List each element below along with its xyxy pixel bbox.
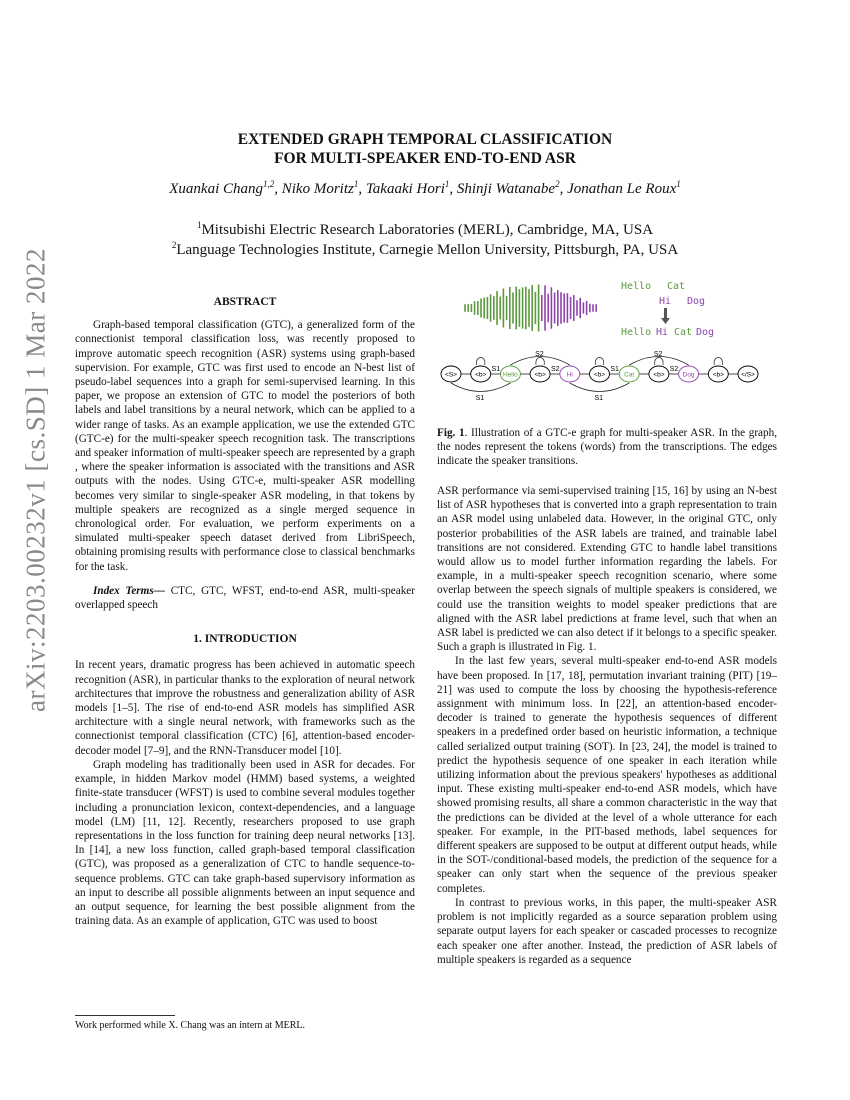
abstract-text: Graph-based temporal classification (GTC), a generalized form of the connectionist temporal classification loss, was recently proposed to improve automatic speech recognition (ASR) systems using graph-based supervision. For example, GTC was first used to encode an N-best list of pseudo-label sequences into a graph for semi-supervised learning. In this paper, we propose an extension of GTC to model the posteriors of both labels and label transitions by a neural network, which can be applied to a wider range of tasks. As an example application, we use the extended GTC (GTC-e) for the multi-speaker speech recognition task. The transcriptions and speaker information of multi-speaker speech are represented by a graph , where the speaker information is associated with the transitions and ASR outputs with the nodes. Using GTC-e, multi-speaker ASR modelling becomes very similar to single-speaker ASR modeling, in that tokens by multiple speakers are recognized as a single merged sequence in chronological order. For evaluation, we perform experiments on a simulated multi-speaker speech dataset derived from LibriSpeech, obtaining promising results with performance close to classical benchmarks for the task.: [75, 319, 415, 573]
word-dog-mid: Dog: [687, 296, 706, 307]
graph-self-loop: [595, 358, 603, 366]
graph-node-label: <b>: [712, 371, 724, 379]
graph-skip-edge: [451, 383, 510, 392]
edge-speaker-label: S1: [491, 366, 501, 373]
edge-speaker-label: S1: [610, 366, 619, 373]
author-2: , Niko Moritz: [274, 181, 354, 197]
figure-1: [437, 278, 777, 408]
edge-speaker-label: S2: [550, 366, 560, 373]
intro-paragraph-1: In recent years, dramatic progress has been achieved in automatic speech recognition (ASR), in particular thanks to the exploration of neural network architectures that improve the robustness and generalization ability of ASR models [1–5]. The rise of end-to-end ASR models has simplified ASR architecture with a single neural network, with frameworks such as the connectionist temporal classification (CTC) [6], attention-based encoder-decoder model [7–9], and the RNN-Transducer model [10].: [75, 659, 415, 757]
graph-node-label: Dog: [682, 371, 695, 379]
author-5-affil: 1: [676, 179, 681, 189]
graph-self-loop: [536, 358, 544, 366]
word-cat-top: Cat: [667, 281, 686, 292]
author-5: , Jonathan Le Roux: [559, 181, 677, 197]
arxiv-sidebar: [14, 248, 58, 712]
title-line-1: EXTENDED GRAPH TEMPORAL CLASSIFICATION: [237, 131, 613, 148]
edge-speaker-label: S2: [669, 366, 679, 373]
author-3: , Takaaki Hori: [358, 181, 445, 197]
footnote: Work performed while X. Chang was an intern at MERL.: [75, 1020, 305, 1031]
edge-speaker-label: S1: [475, 395, 485, 402]
author-list: [75, 181, 775, 198]
affiliation-2-marker: 2: [171, 240, 177, 250]
arxiv-id: arXiv:2203.00232v1 [cs.SD] 1 Mar 2022: [20, 248, 51, 712]
right-paragraph-3: In contrast to previous works, in this paper, the multi-speaker ASR problem is not implicitly regarded as a source separation problem using separate output layers for each speaker or cascaded processes to recognize each speaker one after another. Instead, the prediction of ASR labels of multiple speakers is regarded as a sequence: [437, 896, 777, 966]
word-labels: [621, 281, 714, 338]
graph-node-label: <S>: [445, 371, 457, 379]
index-terms-text: CTC, GTC, WFST, end-to-end ASR, multi-speaker overlapped speech: [75, 584, 415, 612]
right-paragraph-1: ASR performance via semi-supervised training [15, 16] by using an N-best list of ASR hypotheses that is converted into a graph representation to train an ASR model using unlabeled data. However, in the original GTC, only posterior probabilities of the ASR labels are trained, and trainable label transitions are not considered. Extending GTC to handle label transitions would allow us to model further information regarding the labels. For example, in a multi-speaker speech recognition scenario, where some overlap between the speech signals of multiple speakers is considered, we could use the transition weights to model speaker predictions that are aligned with the ASR label predictions at frame level, such that when an ASR label is predicted we can also detect if it belongs to a specific speaker. Such a graph is illustrated in Fig. 1.: [437, 485, 777, 654]
index-terms: [75, 584, 415, 612]
abstract-heading: ABSTRACT: [213, 296, 277, 308]
merged-cat: Cat: [674, 327, 693, 338]
right-paragraph-2: In the last few years, several multi-speaker end-to-end ASR models have been proposed. In [17, 18], permutation invariant training (PIT) [19–21] was used to compute the loss by choosing the hypothesis-reference assignment with minimum loss. In [22], an attention-based encoder-decoder is trained to generate the hypothesis sequences of different speakers in a predefined order based on heuristic information, a technique called serialized output training (SOT). In [23, 24], the model is trained to predict the hypothesis sequence of one speaker in each iteration while utilizing information about the previous speakers' hypotheses as additional input. These existing multi-speaker end-to-end ASR models, which have showed promising results, all share a common characteristic in the way that the predictions can be divided at the level of a whole utterance for each speaker. For example, in the PIT-based methods, label sequences for different speakers are supposed to be output at different output heads, while in the SOT-/conditional-based models, the prediction of the sequence for a speaker can only start when the sequence of the previous speaker completes.: [437, 655, 777, 895]
paper-title: [150, 130, 700, 168]
affiliation-2-text: Language Technologies Institute, Carnegie Mellon University, Pittsburgh, PA, USA: [176, 242, 679, 258]
graph-node-label: Cat: [624, 371, 635, 379]
author-1-affil: 1,2: [263, 179, 275, 189]
down-arrow-icon: [661, 308, 670, 324]
author-3-affil: 1: [444, 179, 450, 189]
right-column: [437, 484, 777, 967]
graph-skip-edge: [570, 383, 629, 392]
graph-node-label: Hello: [502, 371, 518, 379]
footnote-rule: [75, 1015, 175, 1016]
author-4: , Shinji Watanabe: [449, 181, 556, 197]
author-4-affil: 2: [555, 179, 560, 189]
author-2-affil: 1: [353, 179, 359, 189]
graph-self-loop: [655, 358, 663, 366]
word-hi-mid: Hi: [659, 296, 672, 307]
waveform: [465, 285, 596, 332]
affiliation-1-marker: 1: [196, 220, 202, 230]
affiliation-1: [75, 220, 775, 240]
affiliation-1-text: Mitsubishi Electric Research Laboratories (MERL), Cambridge, MA, USA: [201, 222, 654, 238]
graph-node-label: <b>: [534, 371, 546, 379]
merged-hi: Hi: [656, 327, 669, 338]
title-line-2: FOR MULTI-SPEAKER END-TO-END ASR: [274, 150, 576, 167]
author-1: Xuankai Chang: [169, 181, 263, 197]
edge-speaker-label: S1: [594, 395, 604, 402]
graph-node-label: <b>: [475, 371, 487, 379]
left-column: [75, 295, 415, 928]
edge-speaker-label: S2: [653, 351, 663, 358]
figure-caption: [437, 426, 777, 469]
graph-self-loop: [476, 358, 484, 366]
merged-dog: Dog: [696, 327, 715, 338]
index-terms-label: Index Terms—: [93, 584, 165, 597]
merged-hello: Hello: [621, 327, 652, 338]
gtc-e-graph: [437, 278, 777, 408]
edge-speaker-label: S2: [535, 351, 544, 358]
intro-heading: 1. INTRODUCTION: [193, 633, 297, 646]
token-graph: [441, 351, 758, 402]
intro-paragraph-2: Graph modeling has traditionally been used in ASR for decades. For example, in hidden Markov model (HMM) based systems, a weighted finite-state transducer (WFST) is used to combine several modules together including a pronunciation lexicon, context-dependencies, and a language model (LM) [11, 12]. Recently, researchers proposed to use graph representations in the loss function for training deep neural networks [13]. In [14], a new loss function, called graph-based temporal classification (GTC), was proposed as a generalization of CTC to handle sequence-to-sequence problems. GTC can take graph-based supervisory information as an input to describe all possible alignments between an input sequence and an output sequence, for learning the best possible alignment from the training data. As an example of application, GTC was used to boost: [75, 758, 415, 928]
word-hello-top: Hello: [621, 281, 652, 292]
graph-node-label: Hi: [566, 371, 573, 379]
caption-text: . Illustration of a GTC-e graph for multi-speaker ASR. In the graph, the nodes represent the tokens (words) from the transcriptions. The edges indicate the speaker transitions.: [437, 427, 777, 468]
graph-self-loop: [714, 358, 722, 366]
graph-node-label: <b>: [593, 371, 606, 379]
graph-node-label: <b>: [653, 371, 665, 379]
affiliations: [75, 220, 775, 260]
graph-node-label: </S>: [741, 371, 755, 379]
affiliation-2: [75, 240, 775, 260]
caption-label: Fig. 1: [437, 427, 465, 439]
